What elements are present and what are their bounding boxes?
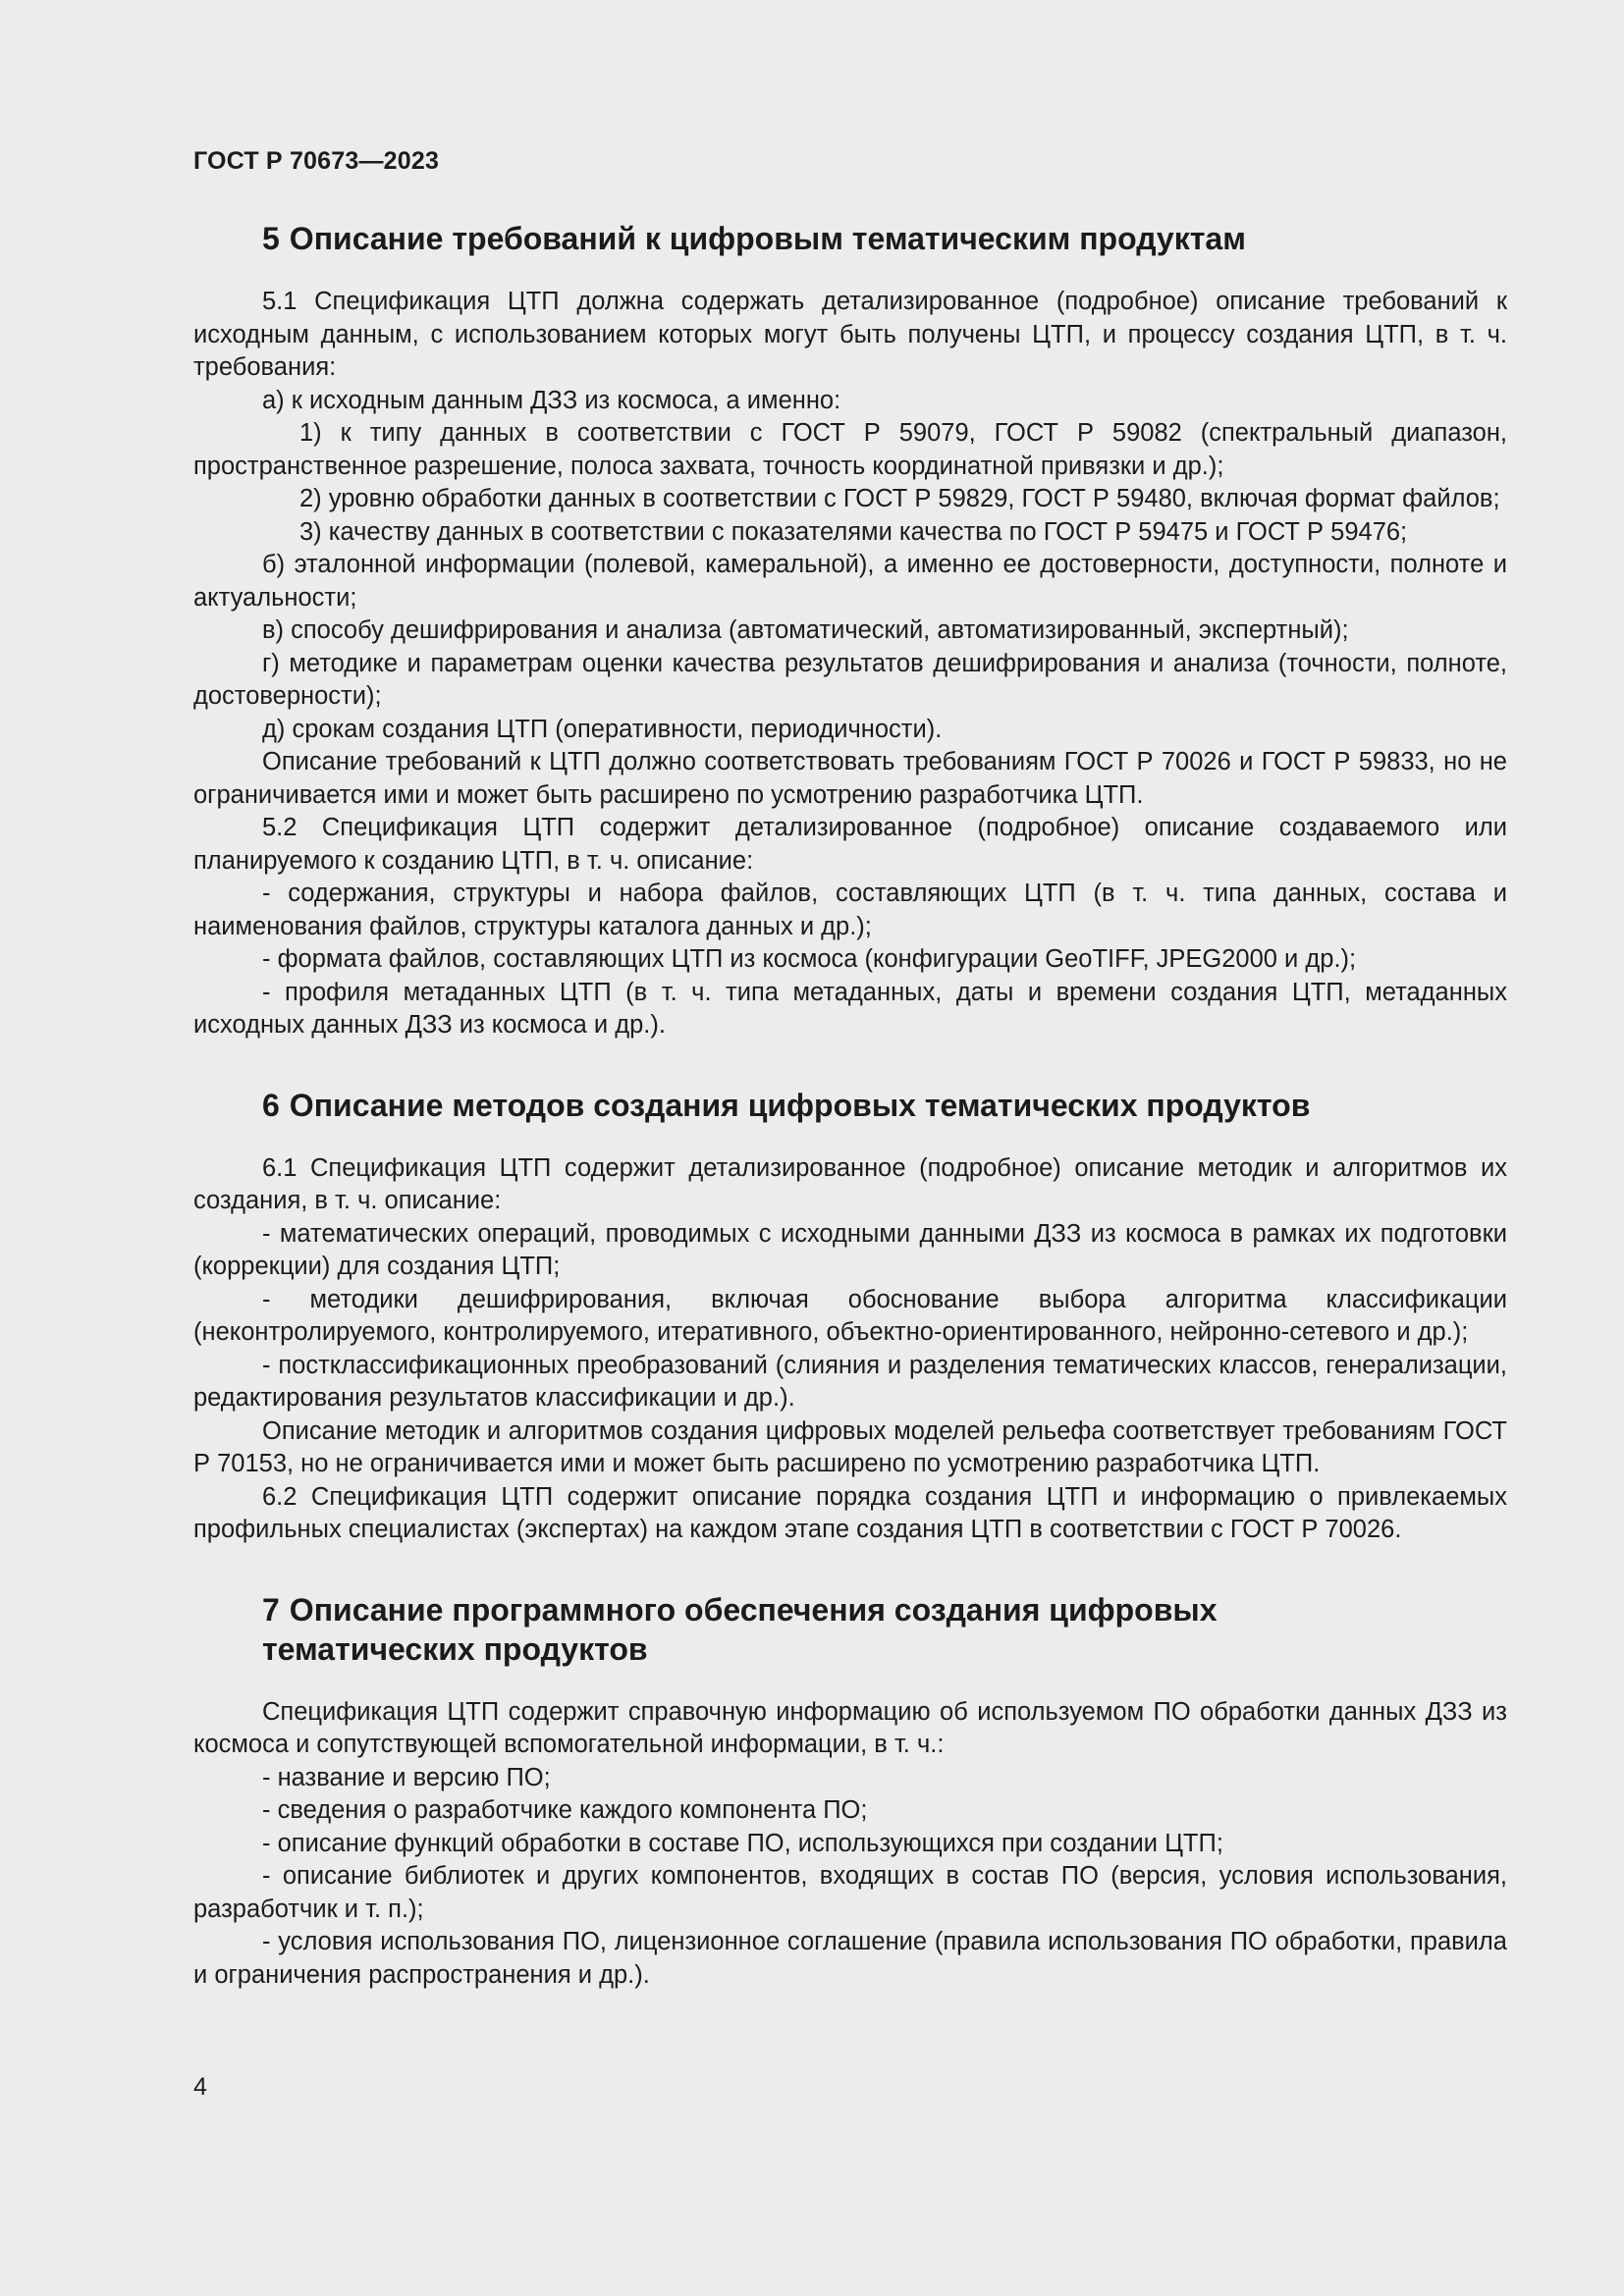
paragraph: 5.1 Спецификация ЦТП должна содержать детализированное (подробное) описание требований к исходным данным, с использованием которых могут быть получены ЦТП, и процессу создания ЦТП, в т. ч. требования: <box>193 288 1507 381</box>
section-title <box>193 1590 1507 1669</box>
list-item: 3) качеству данных в соответствии с показателями качества по ГОСТ Р 59475 и ГОСТ Р 59476; <box>299 517 1408 546</box>
section-title-text: Описание программного обеспечения создания цифровых <box>289 1591 1218 1628</box>
paragraph: Описание требований к ЦТП должно соответствовать требованиям ГОСТ Р 70026 и ГОСТ Р 59833, но не ограничивается ими и может быть расширено по усмотрению разработчика ЦТП. <box>193 748 1507 809</box>
list-item: - методики дешифрирования, включая обоснование выбора алгоритма классификации (неконтролируемого, контролируемого, итеративного, объектно-ориентированного, нейронно-сетевого и др.); <box>193 1285 1507 1346</box>
list-item: - описание библиотек и других компонентов, входящих в состав ПО (версия, условия использования, разработчик и т. п.); <box>193 1862 1507 1923</box>
list-item: - постклассификационных преобразований (слияния и разделения тематических классов, генерализации, редактирования результатов классификации и др.). <box>193 1351 1507 1412</box>
paragraph: Описание методик и алгоритмов создания цифровых моделей рельефа соответствует требованиям ГОСТ Р 70153, но не ограничивается ими и может быть расширено по усмотрению разработчика ЦТП. <box>193 1416 1507 1477</box>
list-item: - название и версию ПО; <box>262 1763 551 1791</box>
list-item: а) к исходным данным ДЗЗ из космоса, а именно: <box>262 386 841 414</box>
paragraph: Спецификация ЦТП содержит справочную информацию об используемом ПО обработки данных ДЗЗ из космоса и сопутствующей вспомогательной информации, в т. ч.: <box>193 1697 1507 1758</box>
list-item: 1) к типу данных в соответствии с ГОСТ Р 59079, ГОСТ Р 59082 (спектральный диапазон, пространственное разрешение, полоса захвата, точность координатной привязки и др.); <box>193 419 1507 480</box>
list-item: г) методике и параметрам оценки качества результатов дешифрирования и анализа (точности, полноте, достоверности); <box>193 649 1507 710</box>
section-number: 6 <box>262 1087 280 1123</box>
section-title <box>193 219 1507 258</box>
list-item: - содержания, структуры и набора файлов, составляющих ЦТП (в т. ч. типа данных, состава и наименования файлов, структуры каталога данных и др.); <box>193 880 1507 940</box>
list-item: - формата файлов, составляющих ЦТП из космоса (конфигурации GeoTIFF, JPEG2000 и др.); <box>262 945 1357 973</box>
list-item: д) срокам создания ЦТП (оперативности, периодичности). <box>262 715 943 743</box>
list-item: - описание функций обработки в составе ПО, использующихся при создании ЦТП; <box>262 1829 1223 1857</box>
section-number: 7 <box>262 1591 280 1628</box>
section-title-line <box>262 1086 1507 1125</box>
document-body <box>193 219 1507 1992</box>
section-title-text: Описание требований к цифровым тематическим продуктам <box>289 221 1246 256</box>
page-number: 4 <box>193 2073 207 2101</box>
list-item: 2) уровню обработки данных в соответствии с ГОСТ Р 59829, ГОСТ Р 59480, включая формат файлов; <box>299 485 1500 512</box>
section-title-text: Описание методов создания цифровых тематических продуктов <box>289 1087 1311 1123</box>
list-item: - математических операций, проводимых с исходными данными ДЗЗ из космоса в рамках их подготовки (коррекции) для создания ЦТП; <box>193 1219 1507 1280</box>
list-item: в) способу дешифрирования и анализа (автоматический, автоматизированный, экспертный); <box>262 616 1349 644</box>
list-item: - условия использования ПО, лицензионное соглашение (правила использования ПО обработки, правила и ограничения распространения и др.). <box>193 1928 1507 1989</box>
list-item: - профиля метаданных ЦТП (в т. ч. типа метаданных, даты и времени создания ЦТП, метаданных исходных данных ДЗЗ из космоса и др.). <box>193 978 1507 1039</box>
section-title-line <box>262 1629 1507 1669</box>
document-header: ГОСТ Р 70673—2023 <box>193 147 440 175</box>
section-7 <box>193 1590 1507 1993</box>
section-6 <box>193 1086 1507 1547</box>
section-title-text: тематических продуктов <box>262 1630 648 1667</box>
paragraph: 5.2 Спецификация ЦТП содержит детализированное (подробное) описание создаваемого или планируемого к созданию ЦТП, в т. ч. описание: <box>193 814 1507 875</box>
paragraph: 6.2 Спецификация ЦТП содержит описание порядка создания ЦТП и информацию о привлекаемых профильных специалистах (экспертах) на каждом этапе создания ЦТП в соответствии с ГОСТ Р 70026. <box>193 1482 1507 1543</box>
paragraph: 6.1 Спецификация ЦТП содержит детализированное (подробное) описание методик и алгоритмов их создания, в т. ч. описание: <box>193 1153 1507 1214</box>
list-item: б) эталонной информации (полевой, камеральной), а именно ее достоверности, доступности, полноте и актуальности; <box>193 551 1507 612</box>
section-number: 5 <box>262 221 280 256</box>
section-5 <box>193 219 1507 1042</box>
section-title-line <box>262 1590 1507 1629</box>
section-title-line <box>262 219 1507 258</box>
document-page <box>193 147 1507 1992</box>
section-title <box>193 1086 1507 1125</box>
list-item: - сведения о разработчике каждого компонента ПО; <box>262 1796 868 1824</box>
